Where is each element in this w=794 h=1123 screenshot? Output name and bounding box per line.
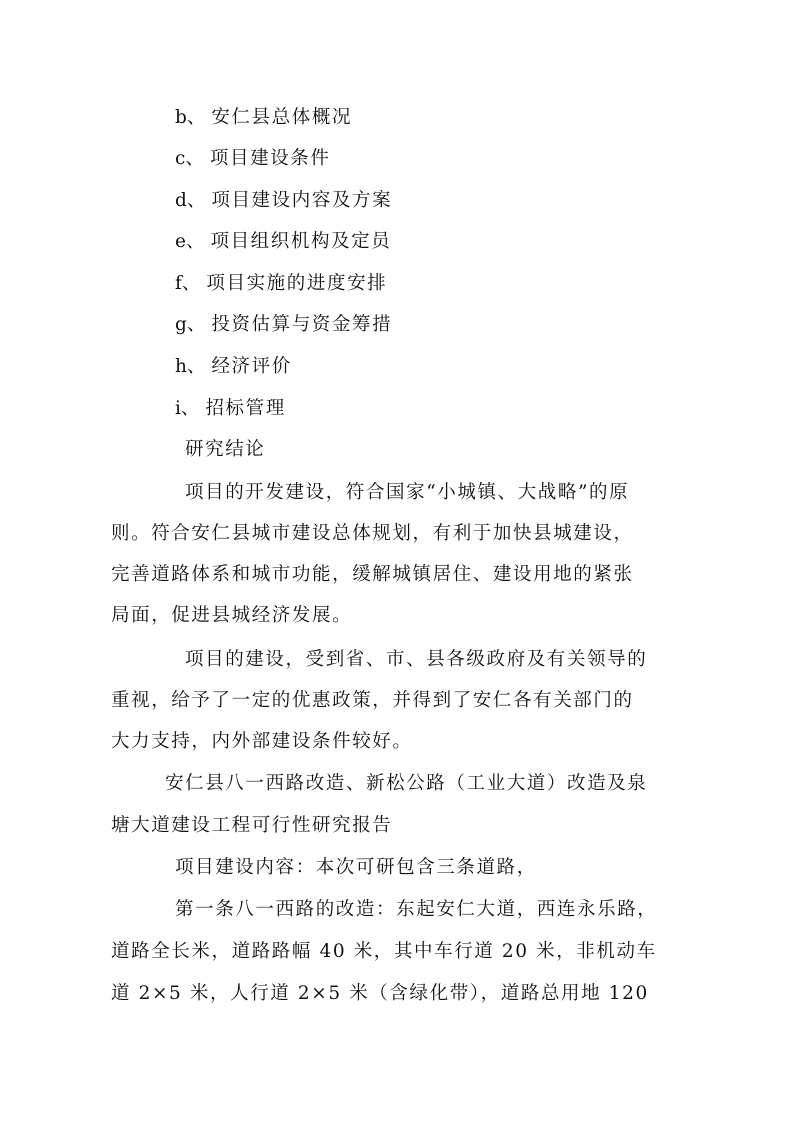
toc-label: 项目实施的进度安排	[206, 273, 388, 294]
toc-label: 投资估算与资金筹措	[211, 314, 393, 335]
toc-label: 招标管理	[205, 398, 286, 419]
toc-item-b	[175, 105, 352, 131]
toc-label: 项目建设内容及方案	[211, 190, 393, 211]
conclusion-heading: 研究结论	[185, 439, 266, 460]
toc-letter: b	[175, 107, 187, 128]
paragraph-line: 重视，给予了一定的优惠政策，并得到了安仁各有关部门的	[111, 690, 634, 711]
toc-separator: 、	[180, 398, 200, 419]
paragraph-line: 则。符合安仁县城市建设总体规划，有利于加快县城建设，	[111, 523, 634, 544]
toc-letter: d	[175, 190, 187, 211]
toc-separator: 、	[185, 148, 204, 169]
paragraph-line: 大力支持，内外部建设条件较好。	[111, 731, 413, 752]
toc-letter: g	[175, 314, 187, 335]
toc-separator: 、	[185, 231, 205, 252]
toc-separator: 、	[186, 356, 206, 377]
paragraph-line: 项目的建设，受到省、市、县各级政府及有关领导的	[185, 649, 648, 670]
toc-letter: e	[175, 231, 186, 252]
toc-item-d	[175, 188, 392, 214]
paragraph-line: 第一条八一西路的改造：东起安仁大道，西连永乐路，	[175, 899, 658, 920]
toc-item-i	[175, 396, 286, 422]
report-title-line: 塘大道建设工程可行性研究报告	[111, 815, 393, 836]
toc-item-c	[175, 146, 331, 172]
content-intro: 项目建设内容：本次可研包含三条道路，	[175, 857, 537, 878]
toc-separator: 、	[186, 190, 206, 211]
toc-separator: 、	[181, 273, 201, 294]
paragraph-line: 完善道路体系和城市功能，缓解城镇居住、建设用地的紧张	[111, 564, 634, 585]
toc-label: 经济评价	[211, 356, 292, 377]
report-title-line: 安仁县八一西路改造、新松公路（工业大道）改造及泉	[165, 773, 648, 794]
toc-separator: 、	[186, 314, 206, 335]
toc-item-e	[175, 229, 391, 255]
toc-item-g	[175, 312, 392, 338]
paragraph-line: 局面，促进县城经济发展。	[111, 605, 353, 626]
toc-letter: i	[175, 398, 181, 419]
paragraph-line: 道路全长米，道路路幅 40 米，其中车行道 20 米，非机动车	[111, 941, 657, 962]
paragraph-line: 项目的开发建设，符合国家“小城镇、大战略”的原	[185, 482, 630, 503]
toc-letter: c	[175, 148, 186, 169]
toc-separator: 、	[186, 107, 206, 128]
toc-label: 项目组织机构及定员	[210, 231, 392, 252]
toc-label: 安仁县总体概况	[211, 107, 353, 128]
paragraph-line: 道 2×5 米，人行道 2×5 米（含绿化带），道路总用地 120	[111, 983, 649, 1004]
toc-item-f	[175, 271, 387, 297]
toc-letter: f	[175, 273, 182, 294]
toc-letter: h	[175, 356, 187, 377]
toc-label: 项目建设条件	[209, 148, 331, 169]
toc-item-h	[175, 354, 292, 380]
